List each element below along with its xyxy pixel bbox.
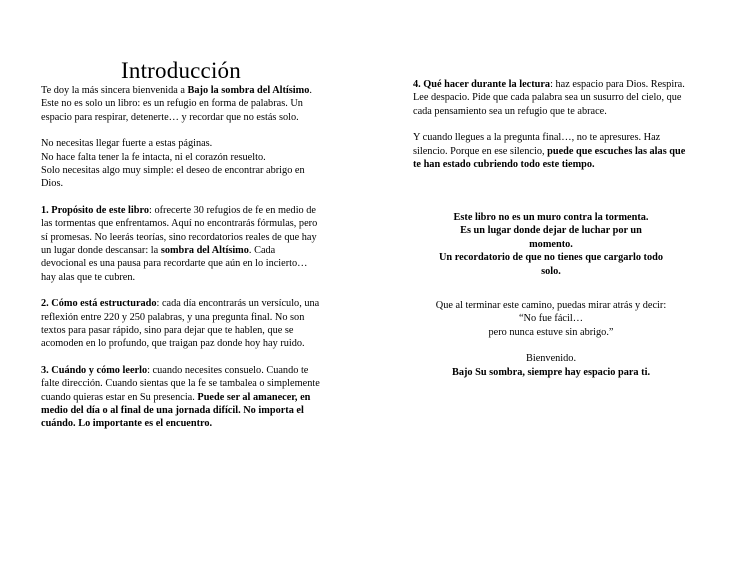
page-title: Introducción <box>121 58 241 84</box>
paragraph-seccion-2: 2. Cómo está estructurado: cada día encontrarás un versículo, una reflexión entre 220 y 250 palabras, y una pregunta final. No son textos para pasar rápido, sino para dejar que te hablen, que se acomoden en lo profundo, que traigan paz donde hoy hay ruido. <box>41 298 320 350</box>
paragraph-pregunta-final: Y cuando llegues a la pregunta final…, no te apresures. Haz silencio. Porque en ese silencio, puede que escuches las alas que te han estado cubriendo todo este tiempo. <box>413 132 686 171</box>
verse-block-refugio: Este libro no es un muro contra la tormenta. Es un lugar donde dejar de luchar por un momento. Un recordatorio de que no tienes que cargarlo todo solo. <box>438 211 664 278</box>
left-column <box>41 84 322 431</box>
spacer <box>413 185 689 211</box>
paragraph-seccion-3: 3. Cuándo y cómo leerlo: cuando necesites consuelo. Cuando te falte dirección. Cuando sientas que la fe se tambalea o simplemente cuando quieras estar en Su presencia. Puede ser al amanecer, en medio del día o al final de una jornada difícil. No importa el cuándo. Lo importante es el encuentro. <box>41 365 320 430</box>
verse-block-camino: Que al terminar este camino, puedas mirar atrás y decir: “No fue fácil… pero nunca estuve sin abrigo.” <box>435 299 667 338</box>
paragraph-no-necesitas: No necesitas llegar fuerte a estas páginas. No hace falta tener la fe intacta, ni el corazón resuelto. Solo necesitas algo muy simple: el deseo de encontrar abrigo en Dios. <box>41 138 305 190</box>
paragraph-seccion-4: 4. Qué hacer durante la lectura: haz espacio para Dios. Respira. Lee despacio. Pide que cada palabra sea un susurro del cielo, que cada pensamiento sea un refugio que te abrace. <box>413 79 685 117</box>
spacer <box>413 339 689 352</box>
spacer <box>413 279 689 299</box>
closing-greeting: Bienvenido. <box>525 353 577 365</box>
right-column <box>413 78 689 380</box>
paragraph-seccion-1: 1. Propósito de este libro: ofrecerte 30 refugios de fe en medio de las tormentas que enfrentamos. Aquí no encontrarás fórmulas, pero sí promesas. No leerás teorías, sino recordatorios reales de que hay un lugar donde descansar: la sombra del Altísimo. Cada devocional es una pausa para recordarte que aún en lo incierto… hay alas que te cubren. <box>41 205 318 283</box>
paragraph-welcome: Te doy la más sincera bienvenida a Bajo la sombra del Altísimo. Este no es solo un libro: es un refugio en forma de palabras. Un espacio para respirar, detenerte… y recordar que no estás solo. <box>41 85 312 123</box>
closing-tagline: Bajo Su sombra, siempre hay espacio para ti. <box>451 367 651 378</box>
